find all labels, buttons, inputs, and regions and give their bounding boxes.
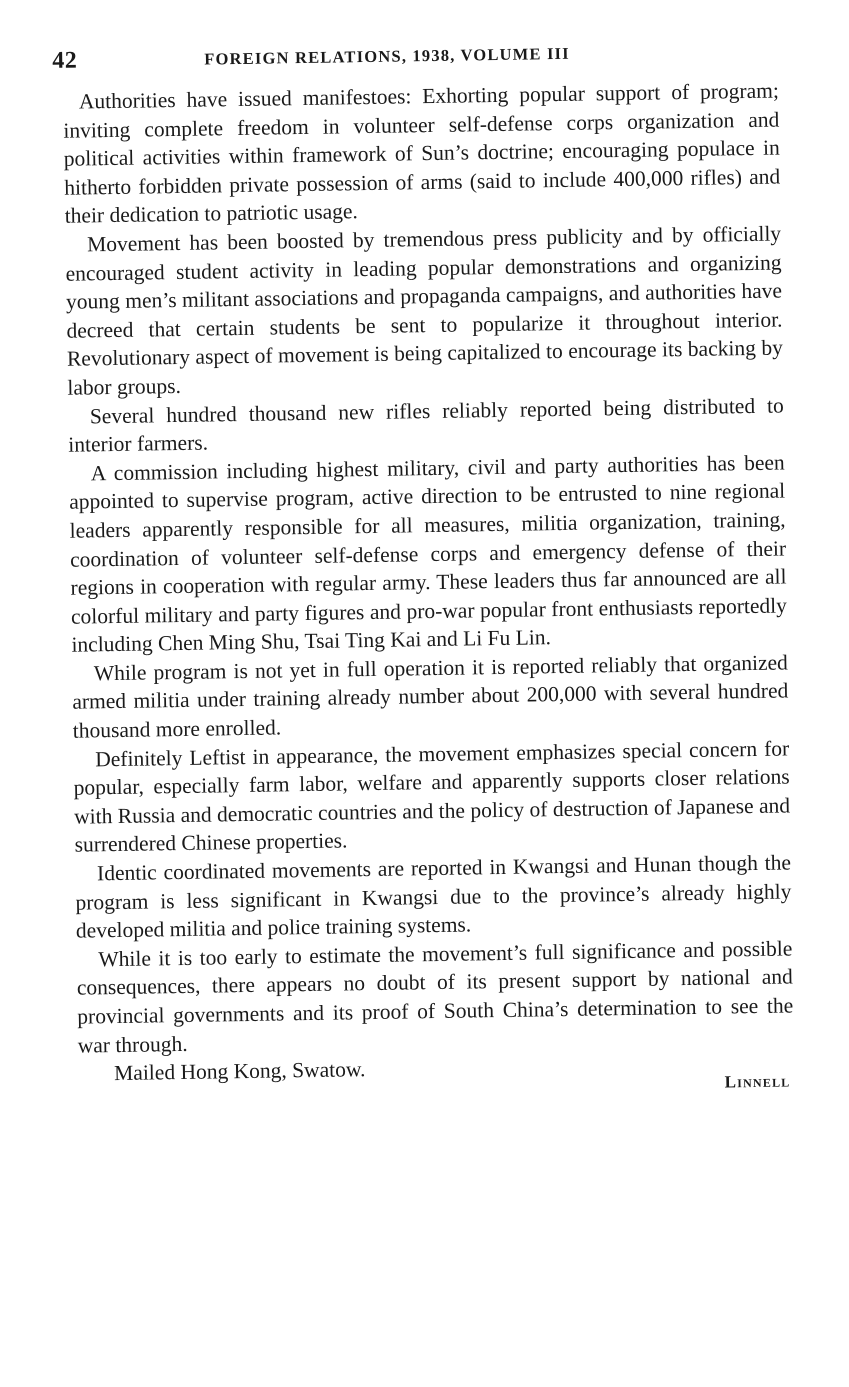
signature-name: Linnell (724, 1071, 791, 1092)
paragraph-rifles: Several hundred thousand new rifles reliably reported being distributed to interior farmers. (68, 393, 784, 457)
paragraph-significance: While it is too early to estimate the movement’s full significance and possible consequences, there appears no doubt of its present support by national and provincial governments and its proof of South China’s determination to see the war through. (76, 936, 794, 1058)
paragraph-manifestoes: Authorities have issued manifestoes: Exhorting popular support of program; inviting complete freedom in volunteer self-defense corps organization and political activities within framework of Sun’s doctrine; encouraging populace in hitherto forbidden private possession of arms (said to include 400,000 rifles) and their dedication to patriotic usage. (63, 78, 781, 229)
paragraph-press-publicity: Movement has been boosted by tremendous press publicity and by officially encouraged student activity in leading popular demonstrations and organizing young men’s militant associations and propaganda campaigns, and authorities have decreed that certain students be sent to popularize it throughout interior. Revolutionary aspect of movement is being capitalized to encourage its backing by labor groups. (65, 221, 784, 400)
paragraph-militia: While program is not yet in full operation it is reported reliably that organized armed militia under training already number about 200,000 with several hundred thousand more enrolled. (72, 650, 789, 743)
paragraph-kwangsi-hunan: Identic coordinated movements are reported in Kwangsi and Hunan though the program is less significant in Kwangsi due to the province’s already highly developed militia and police training systems. (75, 850, 792, 943)
document-body (63, 77, 795, 1103)
mailed-line: Mailed Hong Kong, Swatow. (114, 1057, 366, 1086)
paragraph-leftist: Definitely Leftist in appearance, the movement emphasizes special concern for popular, especially farm labor, welfare and apparently supports closer relations with Russia and democratic countries and the policy of destruction of Japanese and surrendered Chinese properties. (73, 736, 791, 858)
running-head: FOREIGN RELATIONS, 1938, VOLUME III (204, 43, 571, 69)
page-number: 42 (52, 47, 78, 74)
page-header (52, 35, 632, 80)
paragraph-commission: A commission including highest military, civil and party authorities has been appointed to supervise program, active direction to be entrusted to nine regional leaders apparently responsible for all measures, militia organization, training, coordination of volunteer self-defense corps and emergency defense of their regions in cooperation with regular army. These leaders thus far announced are all colorful military and party figures and pro-war popular front enthusiasts reportedly including Chen Ming Shu, Tsai Ting Kai and Li Fu Lin. (69, 450, 788, 657)
